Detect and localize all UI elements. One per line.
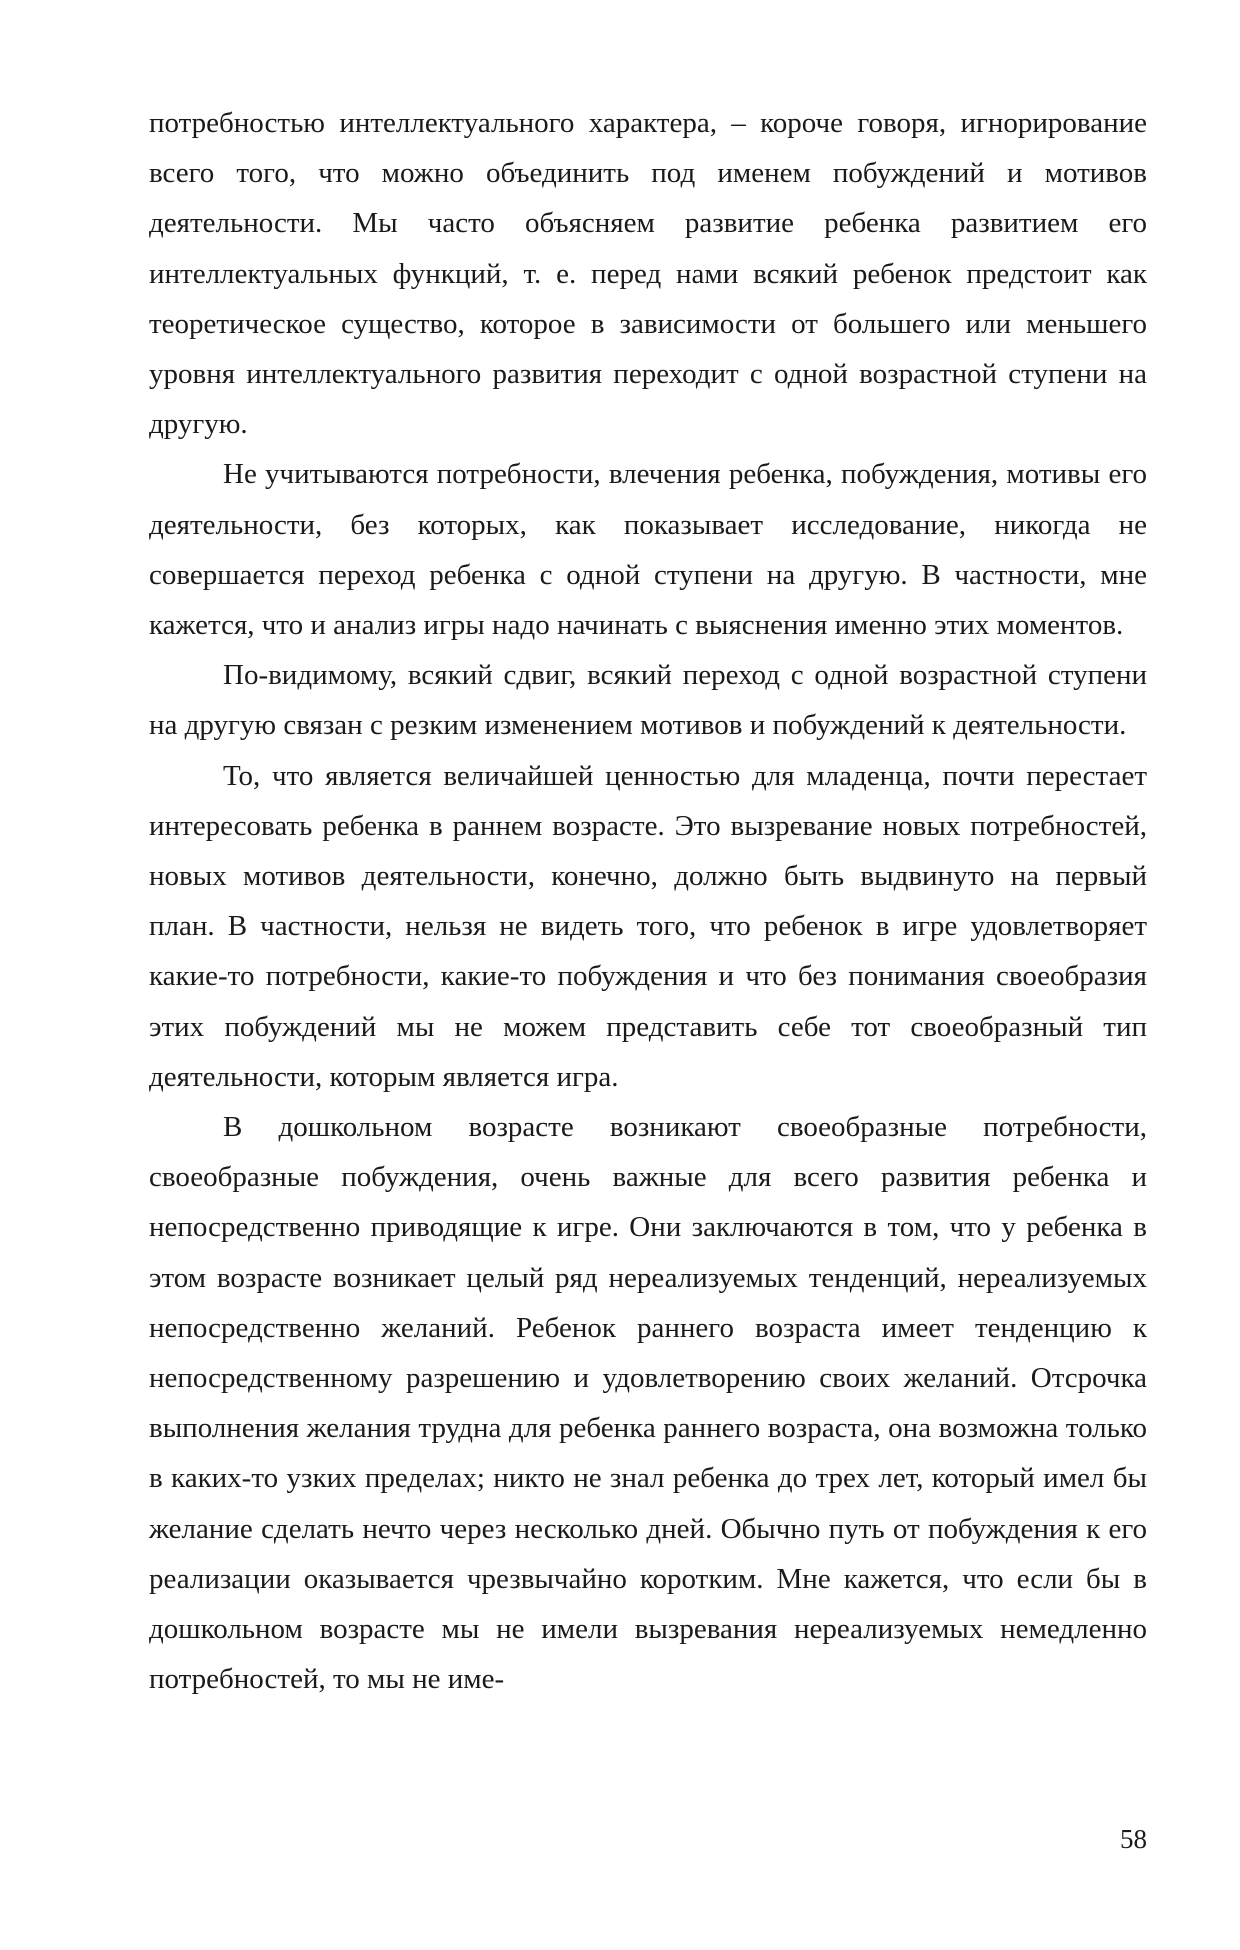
paragraph-4: То, что является величайшей ценностью для младенца, почти перестает интересовать ребенка в раннем возрасте. Это вызревание новых потребностей, новых мотивов деятельности, конечно, должно быть выдвинуто на первый план. В частности, нельзя не видеть того, что ребенок в игре удовлетворяет какие-то потребности, какие-то побуждения и что без понимания своеобразия этих побуждений мы не можем представить себе тот своеобразный тип деятельности, которым является игра. [149,759,1147,1093]
paragraph-1: потребностью интеллектуального характера, – короче говоря, игнорирование всего того, что можно объединить под именем побуждений и мотивов деятельности. Мы часто объясняем развитие ребенка развитием его интеллектуальных функций, т. е. перед нами всякий ребенок предстоит как теоретическое существо, которое в зависимости от большего или меньшего уровня интеллектуального развития переходит с одной возрастной ступени на другую. [149,107,1147,441]
page-number: 58 [1120,1824,1147,1854]
paragraph-3: По-видимому, всякий сдвиг, всякий переход с одной возрастной ступени на другую связан с резким изменением мотивов и побуждений к деятельности. [149,659,1147,742]
paragraph-2: Не учитываются потребности, влечения ребенка, побуждения, мотивы его деятельности, без которых, как показывает исследование, никогда не совершается переход ребенка с одной ступени на другую. В частности, мне кажется, что и анализ игры надо начинать с выяснения именно этих моментов. [149,458,1147,642]
paragraph-5: В дошкольном возрасте возникают своеобразные потребности, своеобразные побуждения, очень важные для всего развития ребенка и непосредственно приводящие к игре. Они заключаются в том, что у ребенка в этом возрасте возникает целый ряд нереализуемых тенденций, нереализуемых непосредственно желаний. Ребенок раннего возраста имеет тенденцию к непосредственному разрешению и удовлетворению своих желаний. Отсрочка выполнения желания трудна для ребенка раннего возраста, она возможна только в каких-то узких пределах; никто не знал ребенка до трех лет, который имел бы желание сделать нечто через несколько дней. Обычно путь от побуждения к его реализации оказывается чрезвычайно коротким. Мне кажется, что если бы в дошкольном возрасте мы не имели вызревания нереализуемых немедленно потребностей, то мы не име- [149,1111,1147,1696]
body-text [149,98,1147,1705]
